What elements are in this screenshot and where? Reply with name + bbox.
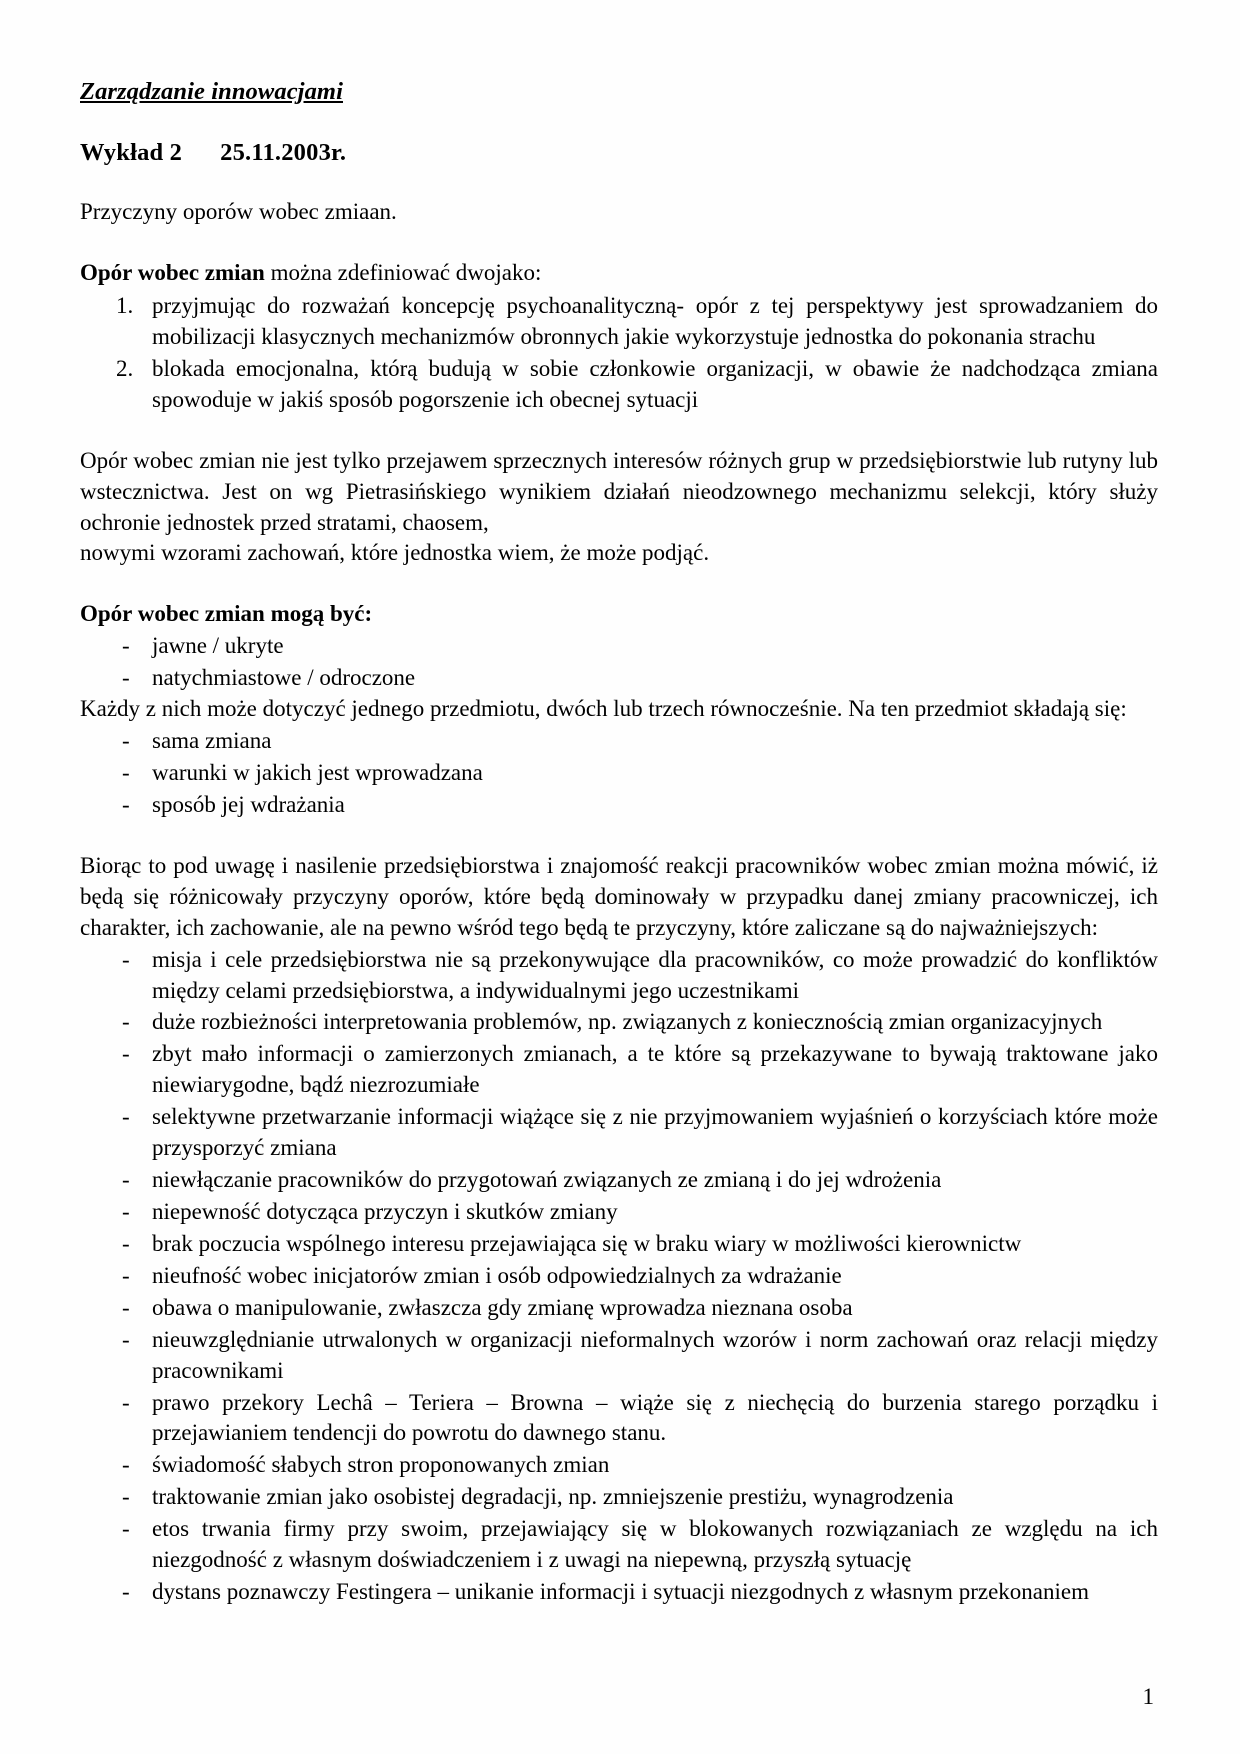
forms-list [80, 631, 1158, 694]
causes-intro-paragraph: Biorąc to pod uwagę i nasilenie przedsiębiorstwa i znajomość reakcji pracowników wobec zmian można mówić, iż będą się różnicowały przyczyny oporów, które będą dominowały w przypadku danej zmiany pracowniczej, ich charakter, ich zachowanie, ale na pewno wśród tego będą te przyczyny, które zaliczane są do najważniejszych: [80, 852, 1158, 940]
list-item: - duże rozbieżności interpretowania problemów, np. związanych z koniecznością zmian organizacyjnych [80, 1007, 1158, 1038]
list-item: - natychmiastowe / odroczone [80, 663, 1158, 694]
list-item: - niewłączanie pracowników do przygotowań związanych ze zmianą i do jej wdrożenia [80, 1165, 1158, 1196]
causes-list [80, 945, 1158, 1608]
page-title: Zarządzanie innowacjami [80, 78, 343, 105]
list-item: - dystans poznawczy Festingera – unikanie informacji i sytuacji niezgodnych z własnym przekonaniem [80, 1577, 1158, 1608]
list-item: - warunki w jakich jest wprowadzana [80, 758, 1158, 789]
subject-list [80, 726, 1158, 821]
forms-heading: Opór wobec zmian mogą być: [80, 601, 373, 627]
intro-line: Przyczyny oporów wobec zmiaan. [80, 199, 397, 225]
list-item: - sama zmiana [80, 726, 1158, 757]
resistance-paragraph-line1: Opór wobec zmian nie jest tylko przejawem sprzecznych interesów różnych grup w przedsiębiorstwie lub rutyny lub wstecznictwa. Jest on wg Pietrasińskiego wynikiem działań nieodzownego mechanizmu selekcji, który służy ochronie jednostek przed stratami, chaosem, [80, 447, 1158, 535]
definition-lead-rest: można zdefiniować dwojako: [264, 260, 542, 286]
list-item: - zbyt mało informacji o zamierzonych zmianach, a te które są przekazywane to bywają traktowane jako niewiarygodne, bądź niezrozumiałe [80, 1039, 1158, 1101]
lecture-date: 25.11.2003r. [220, 139, 347, 167]
list-item: - brak poczucia wspólnego interesu przejawiająca się w braku wiary w możliwości kierownictw [80, 1229, 1158, 1260]
list-item: - obawa o manipulowanie, zwłaszcza gdy zmianę wprowadza nieznana osoba [80, 1293, 1158, 1324]
forms-follow-paragraph: Każdy z nich może dotyczyć jednego przedmiotu, dwóch lub trzech równocześnie. Na ten przedmiot składają się: [80, 696, 1127, 722]
list-item: blokada emocjonalna, którą budują w sobie członkowie organizacji, w obawie że nadchodząca zmiana spowoduje w jakiś sposób pogorszenie ich obecnej sytuacji [152, 355, 1158, 412]
list-item: - niepewność dotycząca przyczyn i skutków zmiany [80, 1197, 1158, 1228]
definition-lead-bold: Opór wobec zmian [80, 260, 265, 286]
list-item: przyjmując do rozważań koncepcję psychoanalityczną- opór z tej perspektywy jest sprowadzaniem do mobilizacji klasycznych mechanizmów obronnych jakie wykorzystuje jednostka do pokonania strachu [152, 293, 1158, 349]
resistance-paragraph-line2: nowymi wzorami zachowań, które jednostka wiem, że może podjąć. [80, 540, 710, 566]
list-item: - nieufność wobec inicjatorów zmian i osób odpowiedzialnych za wdrażanie [80, 1261, 1158, 1292]
list-item: - traktowanie zmian jako osobistej degradacji, np. zmniejszenie prestiżu, wynagrodzenia [80, 1482, 1158, 1513]
list-item: - misja i cele przedsiębiorstwa nie są przekonywujące dla pracowników, co może prowadzić do konfliktów między celami przedsiębiorstwa, a indywidualnymi jego uczestnikami [80, 945, 1158, 1007]
list-item: - jawne / ukryte [80, 631, 1158, 662]
definition-list [80, 291, 1158, 416]
list-item: - etos trwania firmy przy swoim, przejawiający się w blokowanych rozwiązaniach ze względu na ich niezgodność z własnym doświadczeniem i z uwagi na niepewną, przyszłą sytuację [80, 1514, 1158, 1576]
list-item: - nieuwzględnianie utrwalonych w organizacji nieformalnych wzorów i norm zachowań oraz relacji między pracownikami [80, 1325, 1158, 1387]
definition-lead [80, 258, 1158, 289]
list-item: - sposób jej wdrażania [80, 790, 1158, 821]
list-item: - prawo przekory Lechâ – Teriera – Browna – wiąże się z niechęcią do burzenia starego porządku i przejawianiem tendencji do powrotu do dawnego stanu. [80, 1388, 1158, 1450]
list-item: - selektywne przetwarzanie informacji wiążące się z nie przyjmowaniem wyjaśnień o korzyściach które może przysporzyć zmiana [80, 1102, 1158, 1164]
list-item: - świadomość słabych stron proponowanych zmian [80, 1450, 1158, 1481]
page-number: 1 [1142, 1684, 1154, 1709]
lecture-header [80, 139, 1158, 167]
lecture-label: Wykład 2 [80, 139, 183, 167]
